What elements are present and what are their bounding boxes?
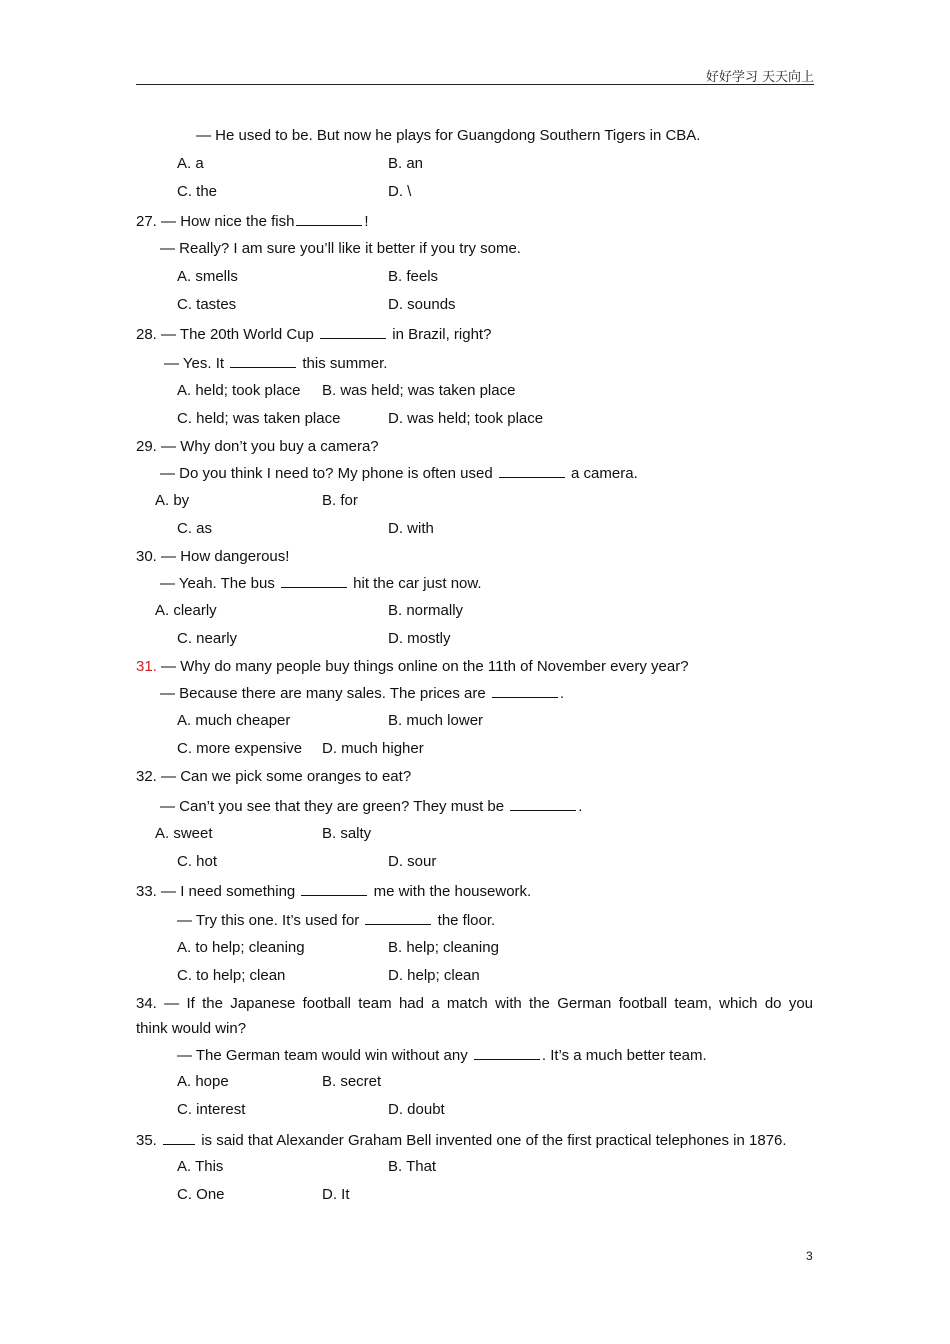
q28-question-text: — The 20th World Cup	[161, 326, 314, 343]
q29-answer-end: a camera.	[571, 465, 638, 482]
q31-number: 31.	[136, 658, 157, 675]
q34-option-b: B. secret	[322, 1073, 382, 1090]
q32-blank	[510, 796, 576, 811]
q27-option-a: A. smells	[177, 268, 238, 285]
q30-option-d: D. mostly	[388, 630, 451, 647]
q32-question-text: — Can we pick some oranges to eat?	[161, 768, 412, 785]
q35-blank	[163, 1130, 195, 1145]
q31-option-b: B. much lower	[388, 712, 484, 729]
q33-answer-text: — Try this one. It’s used for	[177, 912, 360, 929]
page-header	[136, 64, 814, 85]
q34-option-d: D. doubt	[388, 1101, 445, 1118]
q35-option-c: C. One	[177, 1186, 225, 1203]
q31-question-text: — Why do many people buy things online on the 11th of November every year?	[161, 658, 689, 675]
q29-question	[136, 438, 379, 456]
q32-option-c: C. hot	[177, 853, 218, 870]
q27-option-b: B. feels	[388, 268, 439, 285]
q28-answer-end: this summer.	[302, 355, 388, 372]
q29-number: 29.	[136, 438, 157, 455]
q28-number: 28.	[136, 326, 157, 343]
q30-option-b: B. normally	[388, 602, 464, 619]
q28-answer-line	[164, 353, 387, 373]
q32-number: 32.	[136, 768, 157, 785]
q33-number: 33.	[136, 883, 157, 900]
q26-answer-line: — He used to be. But now he plays for Guangdong Southern Tigers in CBA.	[196, 127, 701, 144]
q29-answer-line	[160, 463, 638, 483]
q27-option-d: D. sounds	[388, 296, 456, 313]
q32-option-d: D. sour	[388, 853, 437, 870]
q33-blank-2	[365, 910, 431, 925]
q35-question	[136, 1130, 787, 1150]
q30-answer-text: — Yeah. The bus	[160, 575, 275, 592]
q34-option-a: A. hope	[177, 1073, 229, 1090]
q27-question-text: — How nice the fish	[161, 213, 295, 230]
q29-option-b: B. for	[322, 492, 358, 509]
q30-question-text: — How dangerous!	[161, 548, 290, 565]
q28-question	[136, 324, 491, 344]
q27-blank	[296, 211, 362, 226]
q29-answer-text: — Do you think I need to? My phone is often used	[160, 465, 493, 482]
q27-question-end: !	[364, 213, 369, 230]
q33-option-d: D. help; clean	[388, 967, 480, 984]
q30-answer-end: hit the car just now.	[353, 575, 482, 592]
q31-answer-end: .	[559, 685, 565, 702]
q35-option-b: B. That	[388, 1158, 437, 1175]
q34-answer-end: . It’s a much better team.	[541, 1047, 707, 1064]
q31-option-d: D. much higher	[322, 740, 424, 757]
q35-number: 35.	[136, 1132, 157, 1149]
q27-option-c: C. tastes	[177, 296, 237, 313]
q27-number: 27.	[136, 213, 157, 230]
q32-answer-end: .	[578, 798, 583, 815]
q32-option-b: B. salty	[322, 825, 372, 842]
q29-option-c: C. as	[177, 520, 213, 537]
q33-option-a: A. to help; cleaning	[177, 939, 305, 956]
q35-question-text: is said that Alexander Graham Bell invented one of the first practical telephones in 1876.	[201, 1132, 787, 1149]
q33-option-c: C. to help; clean	[177, 967, 286, 984]
q30-number: 30.	[136, 548, 157, 565]
q28-option-a: A. held; took place	[177, 382, 301, 399]
q35-option-a: A. This	[177, 1158, 224, 1175]
q32-answer-text: — Can’t you see that they are green? They must be	[160, 798, 505, 815]
q32-option-a: A. sweet	[155, 825, 213, 842]
q31-question	[136, 658, 689, 676]
q34-question-text: — If the Japanese football team had a match with the German football team, which do you	[164, 995, 814, 1012]
q30-option-c: C. nearly	[177, 630, 238, 647]
q30-answer-line	[160, 573, 482, 593]
q32-question	[136, 768, 411, 786]
q29-option-a: A. by	[155, 492, 190, 509]
q28-question-end: in Brazil, right?	[392, 326, 492, 343]
q33-question-text: — I need something	[161, 883, 296, 900]
q33-question	[136, 881, 531, 901]
q34-answer-text: — The German team would win without any	[177, 1047, 468, 1064]
q31-answer-text: — Because there are many sales. The prices are	[160, 685, 486, 702]
q29-question-text: — Why don’t you buy a camera?	[161, 438, 379, 455]
q33-question-end: me with the housework.	[373, 883, 532, 900]
q34-answer-line	[177, 1045, 707, 1065]
q30-option-a: A. clearly	[155, 602, 217, 619]
q34-number: 34.	[136, 995, 157, 1012]
q32-answer-line	[160, 796, 582, 816]
q28-option-b: B. was held; was taken place	[322, 382, 516, 399]
q33-option-b: B. help; cleaning	[388, 939, 499, 956]
q26-option-d: D. \	[388, 183, 412, 200]
q35-option-d: D. It	[322, 1186, 350, 1203]
header-text: 好好学习 天天向上	[705, 70, 814, 85]
q31-blank	[492, 683, 558, 698]
q31-option-c: C. more expensive	[177, 740, 303, 757]
q33-answer-line	[177, 910, 495, 930]
q34-blank	[474, 1045, 540, 1060]
q26-option-c: C. the	[177, 183, 218, 200]
q31-answer-line	[160, 683, 564, 703]
q28-answer-text: — Yes. It	[164, 355, 225, 372]
page-number: 3	[806, 1249, 813, 1263]
q28-blank-1	[320, 324, 386, 339]
q28-option-c: C. held; was taken place	[177, 410, 341, 427]
q31-option-a: A. much cheaper	[177, 712, 291, 729]
q30-question	[136, 548, 289, 566]
q28-blank-2	[230, 353, 296, 368]
q27-answer-line: — Really? I am sure you’ll like it better if you try some.	[160, 240, 521, 257]
q34-question-line-2: think would win?	[136, 1020, 247, 1037]
q33-answer-end: the floor.	[437, 912, 496, 929]
q26-option-b: B. an	[388, 155, 424, 172]
q26-option-a: A. a	[177, 155, 204, 172]
q28-option-d: D. was held; took place	[388, 410, 544, 427]
q29-option-d: D. with	[388, 520, 434, 537]
q30-blank	[281, 573, 347, 588]
q27-question	[136, 211, 369, 231]
q34-question-line-1	[136, 991, 813, 1016]
q29-blank	[499, 463, 565, 478]
q34-option-c: C. interest	[177, 1101, 246, 1118]
q33-blank-1	[301, 881, 367, 896]
